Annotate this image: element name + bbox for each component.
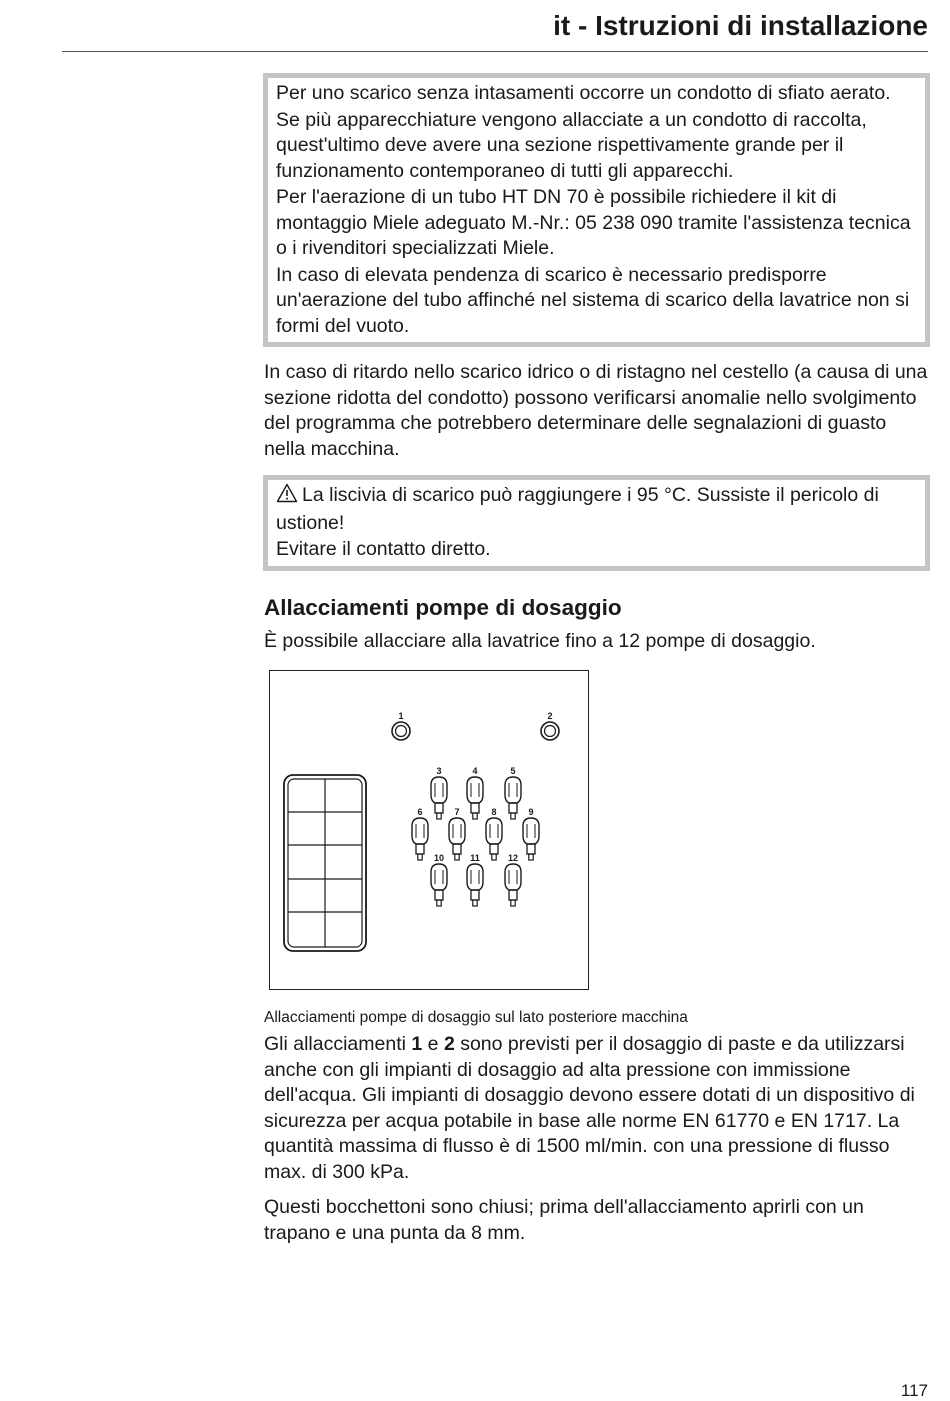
connector-panel-grid	[284, 775, 366, 951]
dosing-nozzle-12	[505, 853, 521, 906]
dosing-nozzle-11	[467, 853, 483, 906]
warning-line	[276, 483, 917, 536]
dosing-nozzle-9	[523, 807, 539, 860]
page-header-title: it - Istruzioni di installazione	[553, 10, 928, 41]
paste-connector-1	[392, 711, 410, 740]
paragraph-nozzles: Questi bocchettoni sono chiusi; prima dell'allacciamento aprirli con un trapano e una punta da 8 mm.	[264, 1196, 864, 1244]
connector-label: 8	[491, 807, 497, 817]
dosing-nozzle-3	[431, 766, 447, 819]
connector-label: 10	[433, 853, 445, 863]
connector-label: 12	[507, 853, 519, 863]
connector-label: 11	[470, 853, 480, 863]
connector-label: 9	[528, 807, 534, 817]
connector-label: 2	[547, 711, 553, 721]
dosing-nozzle-10	[431, 853, 447, 906]
page-number: 117	[900, 1381, 928, 1400]
warning-triangle-icon	[276, 483, 298, 511]
note-paragraph: Per l'aerazione di un tubo HT DN 70 è possibile richiedere il kit di montaggio Miele adeguato M.-Nr.: 05 238 090 tramite l'assistenza tecnica o i rivenditori specializzati Miele.	[276, 186, 911, 259]
bold-label-1: 1	[411, 1033, 423, 1055]
note-paragraph: In caso di elevata pendenza di scarico è necessario predisporre un'aerazione del tubo affinché nel sistema di scarico della lavatrice non si formi del vuoto.	[276, 263, 910, 337]
dosing-nozzle-7	[449, 807, 465, 860]
dosing-nozzle-4	[467, 766, 483, 819]
paragraph-connections	[264, 1032, 930, 1185]
connector-label: 1	[398, 711, 404, 721]
note-paragraph: Per uno scarico senza intasamenti occorre un condotto di sfiato aerato.	[276, 82, 891, 104]
connector-label: 4	[472, 766, 478, 776]
connector-label: 6	[417, 807, 423, 817]
main-content	[264, 73, 930, 1246]
warning-box	[263, 475, 930, 571]
connector-label: 5	[510, 766, 516, 776]
paste-connector-2	[541, 711, 559, 740]
connector-label: 7	[454, 807, 460, 817]
header-divider	[62, 51, 928, 52]
dosing-nozzle-8	[486, 807, 502, 860]
warning-text: La liscivia di scarico può raggiungere i 95 °C. Sussiste il pericolo di ustione!	[276, 484, 879, 534]
note-paragraph: Se più apparecchiature vengono allacciate a un condotto di raccolta, quest'ultimo deve avere una sezione rispettivamente grande per il funzionamento contemporaneo di tutti gli apparecchi.	[276, 108, 867, 182]
connector-label: 3	[436, 766, 442, 776]
section-heading: Allacciamenti pompe di dosaggio	[264, 594, 622, 620]
figure-caption: Allacciamenti pompe di dosaggio sul lato posteriore macchina	[264, 1009, 688, 1026]
text-run: e	[422, 1033, 444, 1055]
dosing-connections-diagram	[269, 670, 589, 990]
paragraph-drain-delay: In caso di ritardo nello scarico idrico o di ristagno nel cestello (a causa di una sezione ridotta del condotto) possono verificarsi anomalie nello svolgimento del programma che potrebbero determinare delle segnalazioni di guasto nella macchina.	[264, 361, 928, 460]
dosing-nozzle-5	[505, 766, 521, 819]
bold-label-2: 2	[443, 1033, 455, 1055]
text-run: Gli allacciamenti	[264, 1033, 412, 1055]
dosing-nozzle-6	[412, 807, 428, 860]
note-box-ventilation	[263, 73, 930, 347]
text-run: sono previsti per il dosaggio di paste e da utilizzarsi anche con gli impianti di dosaggio ad alta pressione con immissione dell'acqua. Gli impianti di dosaggio devono essere dotati di un dispositivo di sicurezza per acqua potabile in base alle norme EN 61770 e EN 1717. La quantità massima di flusso è di 1500 ml/min. con una pressione di flusso max. di 300 kPa.	[264, 1033, 915, 1183]
warning-line: Evitare il contatto diretto.	[276, 538, 491, 560]
section-intro: È possibile allacciare alla lavatrice fino a 12 pompe di dosaggio.	[264, 629, 816, 652]
